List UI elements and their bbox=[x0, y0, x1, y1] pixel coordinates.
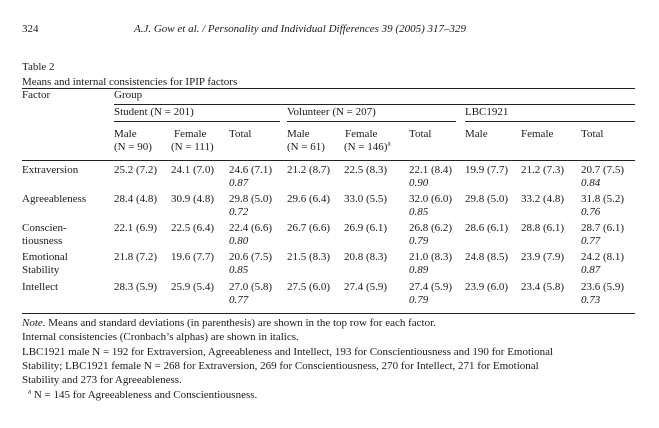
subcol-volunteer-male-n: (N = 61) bbox=[287, 141, 325, 153]
value-cell: 22.5 (6.4) bbox=[171, 222, 215, 234]
table-note-2: Internal consistencies (Cronbach’s alphas) are shown in italics. bbox=[22, 331, 299, 343]
value-cell: 20.6 (7.5) bbox=[229, 251, 273, 263]
value-cell: 22.4 (6.6) bbox=[229, 222, 273, 234]
factor-label: Extraversion bbox=[22, 164, 79, 176]
alpha-cell: 0.79 bbox=[409, 235, 429, 247]
page-number: 324 bbox=[22, 23, 39, 35]
value-cell: 26.9 (6.1) bbox=[344, 222, 388, 234]
table-note-1 bbox=[22, 317, 436, 329]
value-cell: 32.0 (6.0) bbox=[409, 193, 453, 205]
subcol-lbc-female: Female bbox=[521, 128, 554, 140]
alpha-cell: 0.73 bbox=[581, 294, 601, 306]
footnote-text: N = 145 for Agreeableness and Conscientiousness. bbox=[33, 389, 258, 401]
value-cell: 22.1 (8.4) bbox=[409, 164, 453, 176]
alpha-cell: 0.87 bbox=[229, 177, 249, 189]
table-note-4: Stability; LBC1921 female N = 268 for Extraversion, 269 for Conscientiousness, 270 for Intellect, 271 for Emotional bbox=[22, 360, 539, 372]
table-footnote bbox=[28, 389, 257, 401]
value-cell: 23.4 (5.8) bbox=[521, 281, 565, 293]
value-cell: 24.6 (7.1) bbox=[229, 164, 273, 176]
factor-label-cont: Stability bbox=[22, 264, 60, 276]
footnote-marker: a bbox=[387, 139, 391, 148]
value-cell: 21.8 (7.2) bbox=[114, 251, 158, 263]
value-cell: 28.7 (6.1) bbox=[581, 222, 625, 234]
student-rule bbox=[114, 121, 280, 122]
alpha-cell: 0.85 bbox=[409, 206, 429, 218]
lbc-rule bbox=[465, 121, 635, 122]
volunteer-rule bbox=[287, 121, 456, 122]
value-cell: 24.2 (8.1) bbox=[581, 251, 625, 263]
subcol-volunteer-female-n-text: (N = 146) bbox=[344, 141, 388, 153]
value-cell: 26.7 (6.6) bbox=[287, 222, 331, 234]
value-cell: 28.4 (4.8) bbox=[114, 193, 158, 205]
value-cell: 31.8 (5.2) bbox=[581, 193, 625, 205]
value-cell: 28.3 (5.9) bbox=[114, 281, 158, 293]
value-cell: 21.0 (8.3) bbox=[409, 251, 453, 263]
running-title: A.J. Gow et al. / Personality and Individual Differences 39 (2005) 317–329 bbox=[134, 23, 466, 35]
value-cell: 24.1 (7.0) bbox=[171, 164, 215, 176]
factor-label: Conscien- bbox=[22, 222, 67, 234]
value-cell: 27.0 (5.8) bbox=[229, 281, 273, 293]
value-cell: 22.1 (6.9) bbox=[114, 222, 158, 234]
value-cell: 21.2 (7.3) bbox=[521, 164, 565, 176]
value-cell: 28.6 (6.1) bbox=[465, 222, 509, 234]
factor-label: Emotional bbox=[22, 251, 68, 263]
value-cell: 27.5 (6.0) bbox=[287, 281, 331, 293]
alpha-cell: 0.87 bbox=[581, 264, 601, 276]
factor-label: Intellect bbox=[22, 281, 59, 293]
factor-label: Agreeableness bbox=[22, 193, 87, 205]
table-label: Table 2 bbox=[22, 61, 55, 73]
col-header-factor: Factor bbox=[22, 89, 51, 101]
subcol-student-male: Male bbox=[114, 128, 137, 140]
group-rule bbox=[114, 104, 635, 105]
alpha-cell: 0.77 bbox=[229, 294, 249, 306]
value-cell: 20.7 (7.5) bbox=[581, 164, 625, 176]
subcol-volunteer-female-n bbox=[344, 141, 391, 154]
alpha-cell: 0.76 bbox=[581, 206, 601, 218]
subcol-student-female-n: (N = 111) bbox=[171, 141, 214, 153]
group-student: Student (N = 201) bbox=[114, 106, 194, 118]
header-bottom-rule bbox=[22, 160, 635, 161]
value-cell: 29.8 (5.0) bbox=[229, 193, 273, 205]
value-cell: 33.0 (5.5) bbox=[344, 193, 388, 205]
alpha-cell: 0.79 bbox=[409, 294, 429, 306]
value-cell: 20.8 (8.3) bbox=[344, 251, 388, 263]
value-cell: 25.2 (7.2) bbox=[114, 164, 158, 176]
table-note-5: Stability and 273 for Agreeableness. bbox=[22, 374, 182, 386]
table-bottom-rule bbox=[22, 313, 635, 314]
value-cell: 29.6 (6.4) bbox=[287, 193, 331, 205]
note-text: Means and standard deviations (in parenthesis) are shown in the top row for each factor. bbox=[48, 317, 436, 329]
value-cell: 24.8 (8.5) bbox=[465, 251, 509, 263]
value-cell: 26.8 (6.2) bbox=[409, 222, 453, 234]
alpha-cell: 0.89 bbox=[409, 264, 429, 276]
col-header-group: Group bbox=[114, 89, 143, 101]
subcol-student-female: Female bbox=[174, 128, 207, 140]
value-cell: 21.2 (8.7) bbox=[287, 164, 331, 176]
value-cell: 23.9 (7.9) bbox=[521, 251, 565, 263]
subcol-volunteer-total: Total bbox=[409, 128, 432, 140]
table-caption: Means and internal consistencies for IPIP factors bbox=[22, 76, 238, 88]
alpha-cell: 0.80 bbox=[229, 235, 249, 247]
value-cell: 27.4 (5.9) bbox=[344, 281, 388, 293]
value-cell: 33.2 (4.8) bbox=[521, 193, 565, 205]
group-volunteer: Volunteer (N = 207) bbox=[287, 106, 376, 118]
value-cell: 28.8 (6.1) bbox=[521, 222, 565, 234]
value-cell: 23.6 (5.9) bbox=[581, 281, 625, 293]
subcol-volunteer-female: Female bbox=[345, 128, 378, 140]
alpha-cell: 0.72 bbox=[229, 206, 249, 218]
value-cell: 23.9 (6.0) bbox=[465, 281, 509, 293]
subcol-volunteer-male: Male bbox=[287, 128, 310, 140]
value-cell: 27.4 (5.9) bbox=[409, 281, 453, 293]
value-cell: 30.9 (4.8) bbox=[171, 193, 215, 205]
alpha-cell: 0.90 bbox=[409, 177, 429, 189]
subcol-lbc-total: Total bbox=[581, 128, 604, 140]
alpha-cell: 0.85 bbox=[229, 264, 249, 276]
value-cell: 19.6 (7.7) bbox=[171, 251, 215, 263]
alpha-cell: 0.77 bbox=[581, 235, 601, 247]
value-cell: 25.9 (5.4) bbox=[171, 281, 215, 293]
footnote-mark: a bbox=[28, 387, 32, 396]
value-cell: 21.5 (8.3) bbox=[287, 251, 331, 263]
subcol-student-male-n: (N = 90) bbox=[114, 141, 152, 153]
value-cell: 22.5 (8.3) bbox=[344, 164, 388, 176]
group-lbc1921: LBC1921 bbox=[465, 106, 509, 118]
alpha-cell: 0.84 bbox=[581, 177, 601, 189]
value-cell: 19.9 (7.7) bbox=[465, 164, 509, 176]
factor-label-cont: tiousness bbox=[22, 235, 63, 247]
subcol-lbc-male: Male bbox=[465, 128, 488, 140]
note-label: Note. bbox=[22, 317, 46, 329]
value-cell: 29.8 (5.0) bbox=[465, 193, 509, 205]
table-note-3: LBC1921 male N = 192 for Extraversion, Agreeableness and Intellect, 193 for Conscientiousness and 190 for Emotional bbox=[22, 346, 554, 358]
subcol-student-total: Total bbox=[229, 128, 252, 140]
